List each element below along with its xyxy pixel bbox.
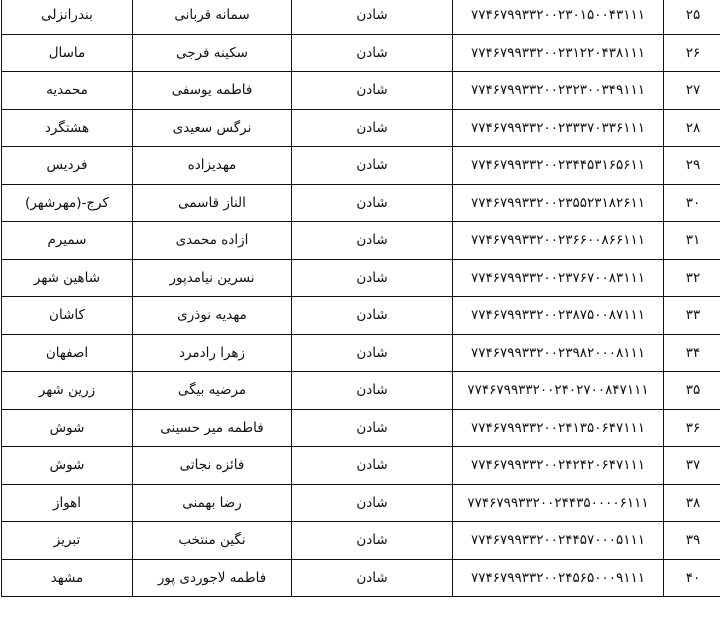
person-name-cell: فاطمه یوسفی — [133, 72, 292, 110]
city-cell: ماسال — [2, 34, 133, 72]
row-number-cell: ۳۴ — [664, 334, 720, 372]
table-row — [2, 0, 720, 34]
bank-name-cell: شادن — [292, 109, 453, 147]
table-row — [2, 222, 720, 260]
city-cell: کاشان — [2, 297, 133, 335]
row-number-cell: ۲۹ — [664, 147, 720, 185]
table-row — [2, 147, 720, 185]
bank-name-cell: شادن — [292, 559, 453, 597]
person-name-cell: ازاده محمدی — [133, 222, 292, 260]
bank-name-cell: شادن — [292, 0, 453, 34]
bank-name-cell: شادن — [292, 297, 453, 335]
person-name-cell: فاطمه لاجوردی پور — [133, 559, 292, 597]
person-name-cell: نگین منتخب — [133, 522, 292, 560]
table-row — [2, 484, 720, 522]
table-row — [2, 334, 720, 372]
account-code-cell: ۷۷۴۶۷۹۹۳۳۲۰۰۲۳۵۵۲۳۱۸۲۶۱۱ — [453, 184, 664, 222]
records-table-body — [2, 0, 720, 597]
bank-name-cell: شادن — [292, 34, 453, 72]
account-code-cell: ۷۷۴۶۷۹۹۳۳۲۰۰۲۳۳۳۷۰۳۳۶۱۱۱ — [453, 109, 664, 147]
table-row — [2, 184, 720, 222]
account-code-cell: ۷۷۴۶۷۹۹۳۳۲۰۰۲۳۶۶۰۰۸۶۶۱۱۱ — [453, 222, 664, 260]
table-row — [2, 372, 720, 410]
account-code-cell: ۷۷۴۶۷۹۹۳۳۲۰۰۲۴۵۶۵۰۰۰۹۱۱۱ — [453, 559, 664, 597]
row-number-cell: ۳۵ — [664, 372, 720, 410]
row-number-cell: ۳۹ — [664, 522, 720, 560]
person-name-cell: زهرا رادمرد — [133, 334, 292, 372]
person-name-cell: فاطمه میر حسینی — [133, 409, 292, 447]
bank-name-cell: شادن — [292, 147, 453, 185]
row-number-cell: ۲۶ — [664, 34, 720, 72]
bank-name-cell: شادن — [292, 447, 453, 485]
person-name-cell: نسرین نیامدپور — [133, 259, 292, 297]
row-number-cell: ۳۰ — [664, 184, 720, 222]
city-cell: اهواز — [2, 484, 133, 522]
city-cell: مشهد — [2, 559, 133, 597]
bank-name-cell: شادن — [292, 409, 453, 447]
account-code-cell: ۷۷۴۶۷۹۹۳۳۲۰۰۲۳۷۶۷۰۰۸۳۱۱۱ — [453, 259, 664, 297]
city-cell: بندرانزلی — [2, 0, 133, 34]
row-number-cell: ۴۰ — [664, 559, 720, 597]
bank-name-cell: شادن — [292, 259, 453, 297]
row-number-cell: ۳۳ — [664, 297, 720, 335]
account-code-cell: ۷۷۴۶۷۹۹۳۳۲۰۰۲۳۸۷۵۰۰۸۷۱۱۱ — [453, 297, 664, 335]
bank-name-cell: شادن — [292, 484, 453, 522]
city-cell: فردیس — [2, 147, 133, 185]
row-number-cell: ۳۷ — [664, 447, 720, 485]
row-number-cell: ۳۸ — [664, 484, 720, 522]
city-cell: محمدیه — [2, 72, 133, 110]
account-code-cell: ۷۷۴۶۷۹۹۳۳۲۰۰۲۴۰۲۷۰۰۸۴۷۱۱۱ — [453, 372, 664, 410]
row-number-cell: ۳۱ — [664, 222, 720, 260]
table-row — [2, 559, 720, 597]
city-cell: زرین شهر — [2, 372, 133, 410]
person-name-cell: سمانه قربانی — [133, 0, 292, 34]
account-code-cell: ۷۷۴۶۷۹۹۳۳۲۰۰۲۴۴۳۵۰۰۰۰۶۱۱۱ — [453, 484, 664, 522]
row-number-cell: ۳۲ — [664, 259, 720, 297]
row-number-cell: ۲۵ — [664, 0, 720, 34]
city-cell: تبریز — [2, 522, 133, 560]
account-code-cell: ۷۷۴۶۷۹۹۳۳۲۰۰۲۳۰۱۵۰۰۴۳۱۱۱ — [453, 0, 664, 34]
person-name-cell: مهدیزاده — [133, 147, 292, 185]
row-number-cell: ۲۸ — [664, 109, 720, 147]
city-cell: شاهین شهر — [2, 259, 133, 297]
row-number-cell: ۲۷ — [664, 72, 720, 110]
person-name-cell: رضا بهمنی — [133, 484, 292, 522]
table-row — [2, 34, 720, 72]
person-name-cell: مرضیه بیگی — [133, 372, 292, 410]
table-row — [2, 297, 720, 335]
account-code-cell: ۷۷۴۶۷۹۹۳۳۲۰۰۲۴۴۵۷۰۰۰۵۱۱۱ — [453, 522, 664, 560]
table-row — [2, 72, 720, 110]
bank-name-cell: شادن — [292, 184, 453, 222]
bank-name-cell: شادن — [292, 372, 453, 410]
person-name-cell: فائزه نجاتی — [133, 447, 292, 485]
city-cell: سمیرم — [2, 222, 133, 260]
row-number-cell: ۳۶ — [664, 409, 720, 447]
records-table — [1, 0, 720, 597]
person-name-cell: الناز قاسمی — [133, 184, 292, 222]
account-code-cell: ۷۷۴۶۷۹۹۳۳۲۰۰۲۳۲۳۰۰۳۴۹۱۱۱ — [453, 72, 664, 110]
person-name-cell: مهدیه نوذری — [133, 297, 292, 335]
table-row — [2, 522, 720, 560]
account-code-cell: ۷۷۴۶۷۹۹۳۳۲۰۰۲۴۲۴۲۰۶۴۷۱۱۱ — [453, 447, 664, 485]
city-cell: شوش — [2, 409, 133, 447]
city-cell: هشتگرد — [2, 109, 133, 147]
table-row — [2, 447, 720, 485]
person-name-cell: سکینه فرجی — [133, 34, 292, 72]
bank-name-cell: شادن — [292, 222, 453, 260]
person-name-cell: نرگس سعیدی — [133, 109, 292, 147]
account-code-cell: ۷۷۴۶۷۹۹۳۳۲۰۰۲۳۹۸۲۰۰۰۸۱۱۱ — [453, 334, 664, 372]
bank-name-cell: شادن — [292, 72, 453, 110]
table-row — [2, 109, 720, 147]
table-row — [2, 409, 720, 447]
account-code-cell: ۷۷۴۶۷۹۹۳۳۲۰۰۲۳۱۲۲۰۴۳۸۱۱۱ — [453, 34, 664, 72]
city-cell: کرج-(مهرشهر) — [2, 184, 133, 222]
account-code-cell: ۷۷۴۶۷۹۹۳۳۲۰۰۲۴۱۳۵۰۶۴۷۱۱۱ — [453, 409, 664, 447]
city-cell: شوش — [2, 447, 133, 485]
city-cell: اصفهان — [2, 334, 133, 372]
bank-name-cell: شادن — [292, 522, 453, 560]
table-row — [2, 259, 720, 297]
bank-name-cell: شادن — [292, 334, 453, 372]
account-code-cell: ۷۷۴۶۷۹۹۳۳۲۰۰۲۳۴۴۵۳۱۶۵۶۱۱ — [453, 147, 664, 185]
